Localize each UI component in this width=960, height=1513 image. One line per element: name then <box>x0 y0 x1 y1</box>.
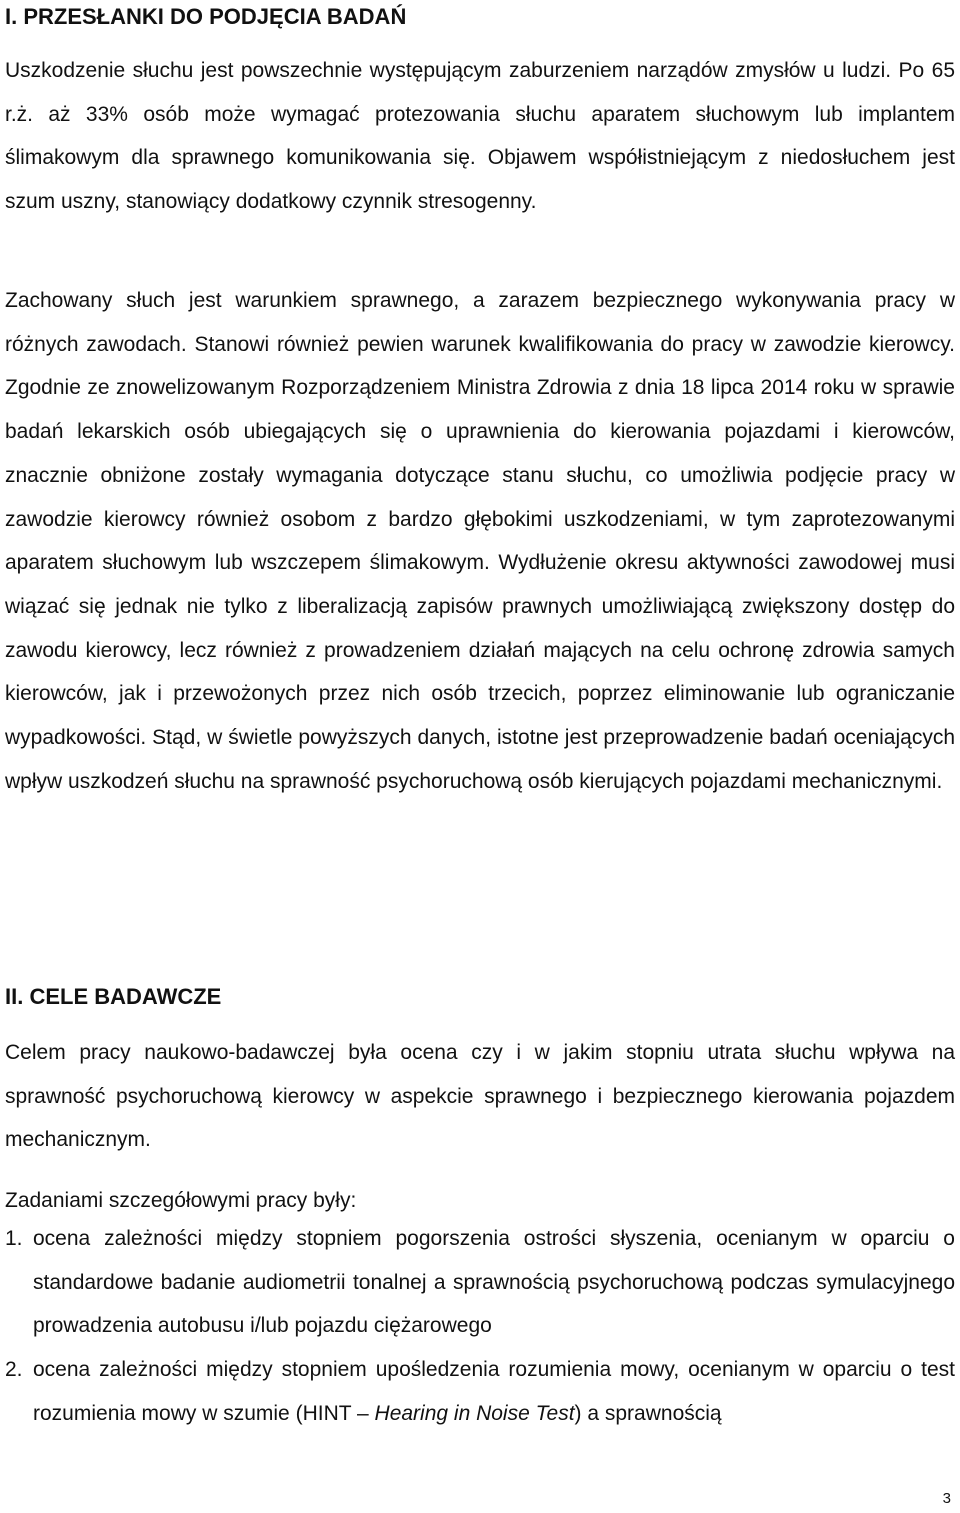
section-2-paragraph-2: Zadaniami szczegółowymi pracy były: <box>5 1189 357 1212</box>
page-number: 3 <box>942 1490 951 1507</box>
objectives-list <box>5 1217 955 1436</box>
section-2-heading: II. CELE BADAWCZE <box>5 984 222 1009</box>
section-1-paragraph-2: Zachowany słuch jest warunkiem sprawnego, a zarazem bezpiecznego wykonywania pracy w różnych zawodach. Stanowi również pewien warunek kwalifikowania do pracy w zawodzie kierowcy. Zgodnie ze znowelizowanym Rozporządzeniem Ministra Zdrowia z dnia 18 lipca 2014 roku w sprawie badań lekarskich osób ubiegających się o uprawnienia do kierowania pojazdami i kierowców, znacznie obniżone zostały wymagania dotyczące stanu słuchu, co umożliwia podjęcie pracy w zawodzie kierowcy również osobom z bardzo głębokimi uszkodzeniami, w tym zaprotezowanymi aparatem słuchowym lub wszczepem ślimakowym. Wydłużenie okresu aktywności zawodowej musi wiązać się jednak nie tylko z liberalizacją zapisów prawnych umożliwiającą zwiększony dostęp do zawodu kierowcy, lecz również z prowadzeniem działań mających na celu ochronę zdrowia samych kierowców, jak i przewożonych przez nich osób trzecich, poprzez eliminowanie lub ograniczanie wypadkowości. Stąd, w świetle powyższych danych, istotne jest przeprowadzenie badań oceniających wpływ uszkodzeń słuchu na sprawność psychoruchową osób kierujących pojazdami mechanicznymi. <box>5 289 955 793</box>
list-item <box>5 1348 955 1435</box>
section-1-paragraph-1: Uszkodzenie słuchu jest powszechnie występującym zaburzeniem narządów zmysłów u ludzi. Po 65 r.ż. aż 33% osób może wymagać protezowania słuchu aparatem słuchowym lub implantem ślimakowym dla sprawnego komunikowania się. Objawem współistniejącym z niedosłuchem jest szum uszny, stanowiący dodatkowy czynnik stresogenny. <box>5 59 955 214</box>
list-item-italic-text: Hearing in Noise Test <box>374 1401 575 1425</box>
list-item-text: ocena zależności między stopniem pogorszenia ostrości słyszenia, ocenianym w oparciu o standardowe badanie audiometrii tonalnej a sprawnością psychoruchową podczas symulacyjnego prowadzenia autobusu i/lub pojazdu ciężarowego <box>33 1227 955 1338</box>
list-item <box>5 1217 955 1348</box>
section-1-heading: I. PRZESŁANKI DO PODJĘCIA BADAŃ <box>5 4 407 29</box>
section-2-paragraph-1: Celem pracy naukowo-badawczej była ocena czy i w jakim stopniu utrata słuchu wpływa na sprawność psychoruchową kierowcy w aspekcie sprawnego i bezpiecznego kierowania pojazdem mechanicznym. <box>5 1041 955 1152</box>
list-item-number: 2. <box>5 1358 23 1382</box>
list-item-text-end: ) a sprawnością <box>574 1401 722 1425</box>
list-item-number: 1. <box>5 1227 23 1250</box>
list-item-text: ocena zależności między stopniem upośledzenia rozumienia mowy, ocenianym w oparciu o test rozumienia mowy w szumie (HINT – <box>33 1358 955 1425</box>
